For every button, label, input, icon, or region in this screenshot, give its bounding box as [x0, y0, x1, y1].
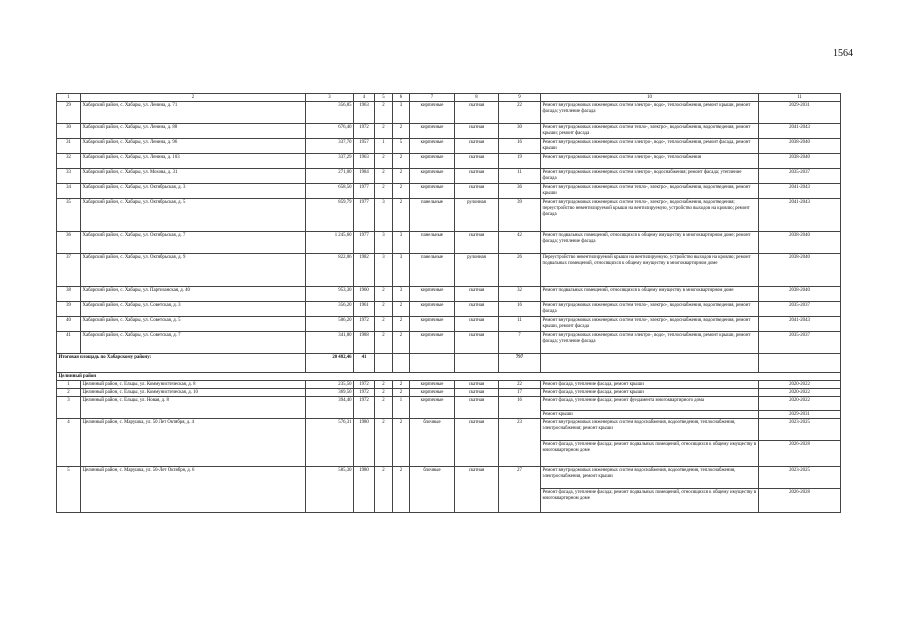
- floors-cell: 3: [375, 199, 393, 232]
- period-cell: 2020-2022: [759, 397, 841, 411]
- works-cell: Ремонт внутридомовых инженерных систем водоснабжения, водоотведения, теплоснабжения, электроснабжения, ремонт крыши: [541, 467, 759, 489]
- floors-cell: 2: [375, 389, 393, 397]
- table-row: [57, 102, 841, 124]
- period-cell: 2023-2025: [759, 419, 841, 441]
- entrances-cell: 2: [393, 317, 410, 332]
- apartments-cell: 17: [499, 389, 541, 397]
- total-row: [57, 354, 841, 373]
- works-cell: Ремонт фасада, утепление фасада; ремонт подвальных помещений, относящихся к общему имуществу в многоквартирном доме: [541, 441, 759, 467]
- table-row: [57, 124, 841, 139]
- year-cell: 1982: [354, 254, 375, 287]
- year-cell: 1984: [354, 169, 375, 184]
- roof-type-cell: скатная: [455, 102, 499, 124]
- year-cell: 1963: [354, 154, 375, 169]
- row-number-cell: 4: [57, 419, 81, 467]
- address-cell: Целинный район, с. Марушка, ул. 50 Лет Октября, д. 4: [81, 419, 306, 467]
- roof-type-cell: скатная: [455, 232, 499, 254]
- year-cell: 1972: [354, 124, 375, 139]
- roof-type-cell: скатная: [455, 317, 499, 332]
- works-cell: Переустройство невентилируемой крыши на вентилируемую, устройство выходов на кровлю; ремонт подвальных помещений, относящихся к общему имуществу в многоквартирном доме: [541, 254, 759, 287]
- year-cell: 1961: [354, 302, 375, 317]
- area-cell: 341,80: [306, 332, 354, 354]
- apartments-cell: 23: [499, 419, 541, 467]
- row-number-cell: 41: [57, 332, 81, 354]
- table-row: [57, 467, 841, 489]
- floors-cell: 2: [375, 184, 393, 199]
- table-row: [57, 139, 841, 154]
- year-cell: 1980: [354, 467, 375, 513]
- works-cell: Ремонт внутридомовых инженерных систем электро-, водо-, теплоснабжения, ремонт крыши, ремонт фасада; утепление фасада: [541, 102, 759, 124]
- area-cell: 271,00: [306, 169, 354, 184]
- area-cell: 1 245,60: [306, 232, 354, 254]
- apartments-cell: 11: [499, 317, 541, 332]
- year-cell: 1957: [354, 139, 375, 154]
- empty-cell: [455, 354, 499, 373]
- table-row: [57, 199, 841, 232]
- entrances-cell: 2: [393, 302, 410, 317]
- address-cell: Хабарский район, с. Хабары, ул. Ленина, д. 88: [81, 124, 306, 139]
- works-cell: Ремонт внутридомовых инженерных систем тепло-, электро-, водоснабжения, водоотведения, ремонт фасада: [541, 302, 759, 317]
- total-label: Итоговая площадь по Хабарскому району:: [57, 354, 306, 373]
- area-cell: 658,50: [306, 184, 354, 199]
- address-cell: Хабарский район, с. Хабары, ул. Партизанская, д. 40: [81, 287, 306, 302]
- area-cell: 576,31: [306, 419, 354, 467]
- address-cell: Целинный район, с. Ельцы, ул. Новая, д. 8: [81, 397, 306, 419]
- table-row: [57, 232, 841, 254]
- empty-cell: [541, 354, 759, 373]
- floors-cell: 2: [375, 397, 393, 419]
- entrances-cell: 2: [393, 467, 410, 513]
- works-cell: Ремонт фасада, утепление фасада; ремонт фундамента многоквартирного дома: [541, 397, 759, 411]
- entrances-cell: 2: [393, 184, 410, 199]
- column-number: 3: [306, 94, 354, 102]
- period-cell: 2035-2037: [759, 302, 841, 317]
- row-number-cell: 40: [57, 317, 81, 332]
- period-cell: 2035-2037: [759, 169, 841, 184]
- area-cell: 585,30: [306, 467, 354, 513]
- apartments-cell: 19: [499, 154, 541, 169]
- row-number-cell: 29: [57, 102, 81, 124]
- period-cell: 2020-2022: [759, 381, 841, 389]
- column-number: 11: [759, 94, 841, 102]
- works-cell: Ремонт фасада, утепление фасада; ремонт подвальных помещений, относящихся к общему имуществу в многоквартирном доме: [541, 489, 759, 513]
- table-row: [57, 419, 841, 441]
- row-number-cell: 39: [57, 302, 81, 317]
- roof-type-cell: скатная: [455, 124, 499, 139]
- period-cell: 2041-2043: [759, 184, 841, 199]
- row-number-cell: 36: [57, 232, 81, 254]
- roof-type-cell: скатная: [455, 389, 499, 397]
- table-body: [57, 94, 841, 513]
- year-cell: 1980: [354, 419, 375, 467]
- empty-cell: [410, 354, 455, 373]
- empty-cell: [393, 354, 410, 373]
- roof-type-cell: скатная: [455, 302, 499, 317]
- row-number-cell: 3: [57, 397, 81, 419]
- column-number: 4: [354, 94, 375, 102]
- area-cell: 356,20: [306, 302, 354, 317]
- area-cell: 337,70: [306, 139, 354, 154]
- wall-material-cell: блочные: [410, 467, 455, 513]
- table-row: [57, 254, 841, 287]
- area-cell: 676,40: [306, 124, 354, 139]
- period-cell: 2029-2031: [759, 411, 841, 419]
- year-cell: 1977: [354, 232, 375, 254]
- district-header-row: [57, 373, 841, 381]
- address-cell: Хабарский район, с. Хабары, ул. Советская, д. 5: [81, 317, 306, 332]
- address-cell: Хабарский район, с. Хабары, ул. Советская, д. 7: [81, 332, 306, 354]
- floors-cell: 2: [375, 317, 393, 332]
- address-cell: Хабарский район, с. Хабары, ул. Мохова, д. 31: [81, 169, 306, 184]
- period-cell: 2038-2040: [759, 287, 841, 302]
- works-cell: Ремонт крыши: [541, 411, 759, 419]
- works-cell: Ремонт фасада, утепление фасада, ремонт крыши: [541, 389, 759, 397]
- entrances-cell: 2: [393, 332, 410, 354]
- row-number-cell: 38: [57, 287, 81, 302]
- column-number: 10: [541, 94, 759, 102]
- column-number: 7: [410, 94, 455, 102]
- wall-material-cell: кирпичные: [410, 287, 455, 302]
- period-cell: 2041-2043: [759, 124, 841, 139]
- year-cell: 1972: [354, 389, 375, 397]
- column-number: 2: [81, 94, 306, 102]
- wall-material-cell: кирпичные: [410, 332, 455, 354]
- year-cell: 1963: [354, 102, 375, 124]
- period-cell: 2023-2025: [759, 467, 841, 489]
- roof-type-cell: скатная: [455, 154, 499, 169]
- apartments-cell: 7: [499, 332, 541, 354]
- works-cell: Ремонт внутридомовых инженерных систем тепло-, электро-, водоснабжения, водоотведения; переустройство невентилируемой крыши на вентилируемую, устройство выходов на кровлю; ремонт фасада: [541, 199, 759, 232]
- entrances-cell: 2: [393, 381, 410, 389]
- area-cell: 235,50: [306, 381, 354, 389]
- address-cell: Хабарский район, с. Хабары, ул. Ленина, д. 96: [81, 139, 306, 154]
- address-cell: Целинный район, с. Марушка, ул. 50-Лет Октября, д. 6: [81, 467, 306, 513]
- period-cell: 2038-2040: [759, 139, 841, 154]
- wall-material-cell: кирпичные: [410, 397, 455, 419]
- period-cell: 2029-2031: [759, 102, 841, 124]
- floors-cell: 2: [375, 287, 393, 302]
- total-count: 41: [354, 354, 375, 373]
- table-row: [57, 317, 841, 332]
- apartments-cell: 11: [499, 169, 541, 184]
- entrances-cell: 3: [393, 254, 410, 287]
- table-row: [57, 332, 841, 354]
- empty-cell: [375, 354, 393, 373]
- roof-type-cell: скатная: [455, 419, 499, 467]
- roof-type-cell: скатная: [455, 139, 499, 154]
- apartments-cell: 22: [499, 102, 541, 124]
- row-number-cell: 2: [57, 389, 81, 397]
- area-cell: 394,40: [306, 397, 354, 419]
- works-cell: Ремонт внутридомовых инженерных систем тепло-, электро-, водоснабжения, водоотведения, ремонт крыши; ремонт фасада: [541, 124, 759, 139]
- works-cell: Ремонт внутридомовых инженерных систем тепло-, электро-, водоснабжения, водоотведения, ремонт крыши: [541, 184, 759, 199]
- table-row: [57, 381, 841, 389]
- apartments-cell: 39: [499, 199, 541, 232]
- entrances-cell: 2: [393, 199, 410, 232]
- floors-cell: 2: [375, 419, 393, 467]
- floors-cell: 2: [375, 102, 393, 124]
- address-cell: Хабарский район, с. Хабары, ул. Советская, д. 3: [81, 302, 306, 317]
- roof-type-cell: скатная: [455, 287, 499, 302]
- year-cell: 1972: [354, 381, 375, 389]
- apartments-cell: 36: [499, 184, 541, 199]
- floors-cell: 2: [375, 302, 393, 317]
- column-number: 1: [57, 94, 81, 102]
- apartments-cell: 16: [499, 397, 541, 419]
- wall-material-cell: кирпичные: [410, 302, 455, 317]
- column-number: 6: [393, 94, 410, 102]
- period-cell: 2038-2040: [759, 232, 841, 254]
- works-cell: Ремонт внутридомовых инженерных систем водоснабжения, водоотведения, теплоснабжения, электроснабжения; ремонт крыши: [541, 419, 759, 441]
- wall-material-cell: панельные: [410, 232, 455, 254]
- entrances-cell: 3: [393, 287, 410, 302]
- apartments-cell: 30: [499, 124, 541, 139]
- wall-material-cell: кирпичные: [410, 102, 455, 124]
- roof-type-cell: скатная: [455, 397, 499, 419]
- floors-cell: 2: [375, 124, 393, 139]
- empty-cell: [759, 354, 841, 373]
- period-cell: 2035-2037: [759, 332, 841, 354]
- roof-type-cell: скатная: [455, 332, 499, 354]
- page-number: 1564: [833, 48, 853, 59]
- period-cell: 2038-2040: [759, 254, 841, 287]
- floors-cell: 2: [375, 381, 393, 389]
- area-cell: 859,79: [306, 199, 354, 232]
- works-cell: Ремонт внутридомовых инженерных систем электро-, водоснабжения; ремонт фасада; утепление фасада: [541, 169, 759, 184]
- wall-material-cell: панельные: [410, 199, 455, 232]
- entrances-cell: 2: [393, 169, 410, 184]
- table-row: [57, 397, 841, 411]
- address-cell: Хабарский район, с. Хабары, ул. Октябрьская, д. 5: [81, 199, 306, 232]
- year-cell: 1988: [354, 332, 375, 354]
- row-number-cell: 5: [57, 467, 81, 513]
- row-number-cell: 30: [57, 124, 81, 139]
- entrances-cell: 3: [393, 232, 410, 254]
- apartments-cell: 16: [499, 139, 541, 154]
- apartments-cell: 42: [499, 232, 541, 254]
- apartments-cell: 27: [499, 467, 541, 513]
- floors-cell: 1: [375, 139, 393, 154]
- row-number-cell: 33: [57, 169, 81, 184]
- column-number-row: [57, 94, 841, 102]
- area-cell: 337,29: [306, 154, 354, 169]
- wall-material-cell: блочные: [410, 419, 455, 467]
- apartments-cell: 26: [499, 254, 541, 287]
- area-cell: 953,30: [306, 287, 354, 302]
- wall-material-cell: кирпичные: [410, 154, 455, 169]
- year-cell: 1972: [354, 317, 375, 332]
- roof-type-cell: рулонная: [455, 254, 499, 287]
- row-number-cell: 35: [57, 199, 81, 232]
- wall-material-cell: кирпичные: [410, 124, 455, 139]
- table-row: [57, 287, 841, 302]
- total-apartments: 797: [499, 354, 541, 373]
- table-row: [57, 302, 841, 317]
- apartments-cell: 16: [499, 302, 541, 317]
- period-cell: 2038-2040: [759, 154, 841, 169]
- period-cell: 2026-2028: [759, 489, 841, 513]
- year-cell: 1977: [354, 184, 375, 199]
- roof-type-cell: рулонная: [455, 199, 499, 232]
- period-cell: 2020-2022: [759, 389, 841, 397]
- area-cell: 356,85: [306, 102, 354, 124]
- entrances-cell: 1: [393, 397, 410, 419]
- row-number-cell: 37: [57, 254, 81, 287]
- works-cell: Ремонт внутридомовых инженерных систем тепло-, электро-, водоснабжения, водоотведения, ремонт крыши, ремонт фасада: [541, 317, 759, 332]
- works-cell: Ремонт внутридомовых инженерных систем электро-, водо-, теплоснабжения: [541, 154, 759, 169]
- housing-repair-table: [56, 93, 841, 513]
- address-cell: Целинный район, с. Ельцы, ул. Коммунистическая, д. 10: [81, 389, 306, 397]
- entrances-cell: 2: [393, 154, 410, 169]
- table-row: [57, 184, 841, 199]
- district-title: Целинный район: [57, 373, 841, 381]
- works-cell: Ремонт подвальных помещений, относящихся к общему имуществу в многоквартирном доме: [541, 287, 759, 302]
- floors-cell: 2: [375, 169, 393, 184]
- address-cell: Хабарский район, с. Хабары, ул. Ленина, д. 103: [81, 154, 306, 169]
- floors-cell: 3: [375, 254, 393, 287]
- roof-type-cell: скатная: [455, 381, 499, 389]
- table-row: [57, 154, 841, 169]
- wall-material-cell: кирпичные: [410, 317, 455, 332]
- wall-material-cell: кирпичные: [410, 381, 455, 389]
- address-cell: Целинный район, с. Ельцы, ул. Коммунистическая, д. 8: [81, 381, 306, 389]
- address-cell: Хабарский район, с. Хабары, ул. Октябрьская, д. 7: [81, 232, 306, 254]
- row-number-cell: 1: [57, 381, 81, 389]
- address-cell: Хабарский район, с. Хабары, ул. Октябрьская, д. 3: [81, 184, 306, 199]
- column-number: 5: [375, 94, 393, 102]
- entrances-cell: 2: [393, 419, 410, 467]
- column-number: 8: [455, 94, 499, 102]
- wall-material-cell: панельные: [410, 254, 455, 287]
- apartments-cell: 32: [499, 287, 541, 302]
- roof-type-cell: скатная: [455, 169, 499, 184]
- roof-type-cell: скатная: [455, 184, 499, 199]
- entrances-cell: 3: [393, 102, 410, 124]
- year-cell: 1972: [354, 397, 375, 419]
- table-row: [57, 389, 841, 397]
- floors-cell: 2: [375, 332, 393, 354]
- apartments-cell: 22: [499, 381, 541, 389]
- row-number-cell: 34: [57, 184, 81, 199]
- works-cell: Ремонт подвальных помещений, относящихся к общему имуществу в многоквартирном доме; ремонт фасада; утепление фасада: [541, 232, 759, 254]
- works-cell: Ремонт фасада, утепление фасада, ремонт крыши: [541, 381, 759, 389]
- period-cell: 2026-2028: [759, 441, 841, 467]
- address-cell: Хабарский район, с. Хабары, ул. Октябрьская, д. 9: [81, 254, 306, 287]
- works-cell: Ремонт внутридомовых инженерных систем электро-, водо-, теплоснабжения, ремонт крыши, ремонт фасада; утепление фасада: [541, 332, 759, 354]
- column-number: 9: [499, 94, 541, 102]
- address-cell: Хабарский район, с. Хабары, ул. Ленина, д. 71: [81, 102, 306, 124]
- entrances-cell: 5: [393, 139, 410, 154]
- floors-cell: 3: [375, 232, 393, 254]
- wall-material-cell: кирпичные: [410, 184, 455, 199]
- floors-cell: 2: [375, 154, 393, 169]
- entrances-cell: 2: [393, 124, 410, 139]
- floors-cell: 2: [375, 467, 393, 513]
- year-cell: 1977: [354, 199, 375, 232]
- roof-type-cell: скатная: [455, 467, 499, 513]
- row-number-cell: 32: [57, 154, 81, 169]
- wall-material-cell: кирпичные: [410, 169, 455, 184]
- period-cell: 2041-2043: [759, 199, 841, 232]
- entrances-cell: 2: [393, 389, 410, 397]
- wall-material-cell: кирпичные: [410, 389, 455, 397]
- total-area: 20 482,46: [306, 354, 354, 373]
- row-number-cell: 31: [57, 139, 81, 154]
- wall-material-cell: кирпичные: [410, 139, 455, 154]
- period-cell: 2041-2043: [759, 317, 841, 332]
- works-cell: Ремонт внутридомовых инженерных систем электро-, водо-, теплоснабжения, ремонт фасада, ремонт крыши: [541, 139, 759, 154]
- area-cell: 506,20: [306, 317, 354, 332]
- area-cell: 369,50: [306, 389, 354, 397]
- area-cell: 822,06: [306, 254, 354, 287]
- table-row: [57, 169, 841, 184]
- year-cell: 1960: [354, 287, 375, 302]
